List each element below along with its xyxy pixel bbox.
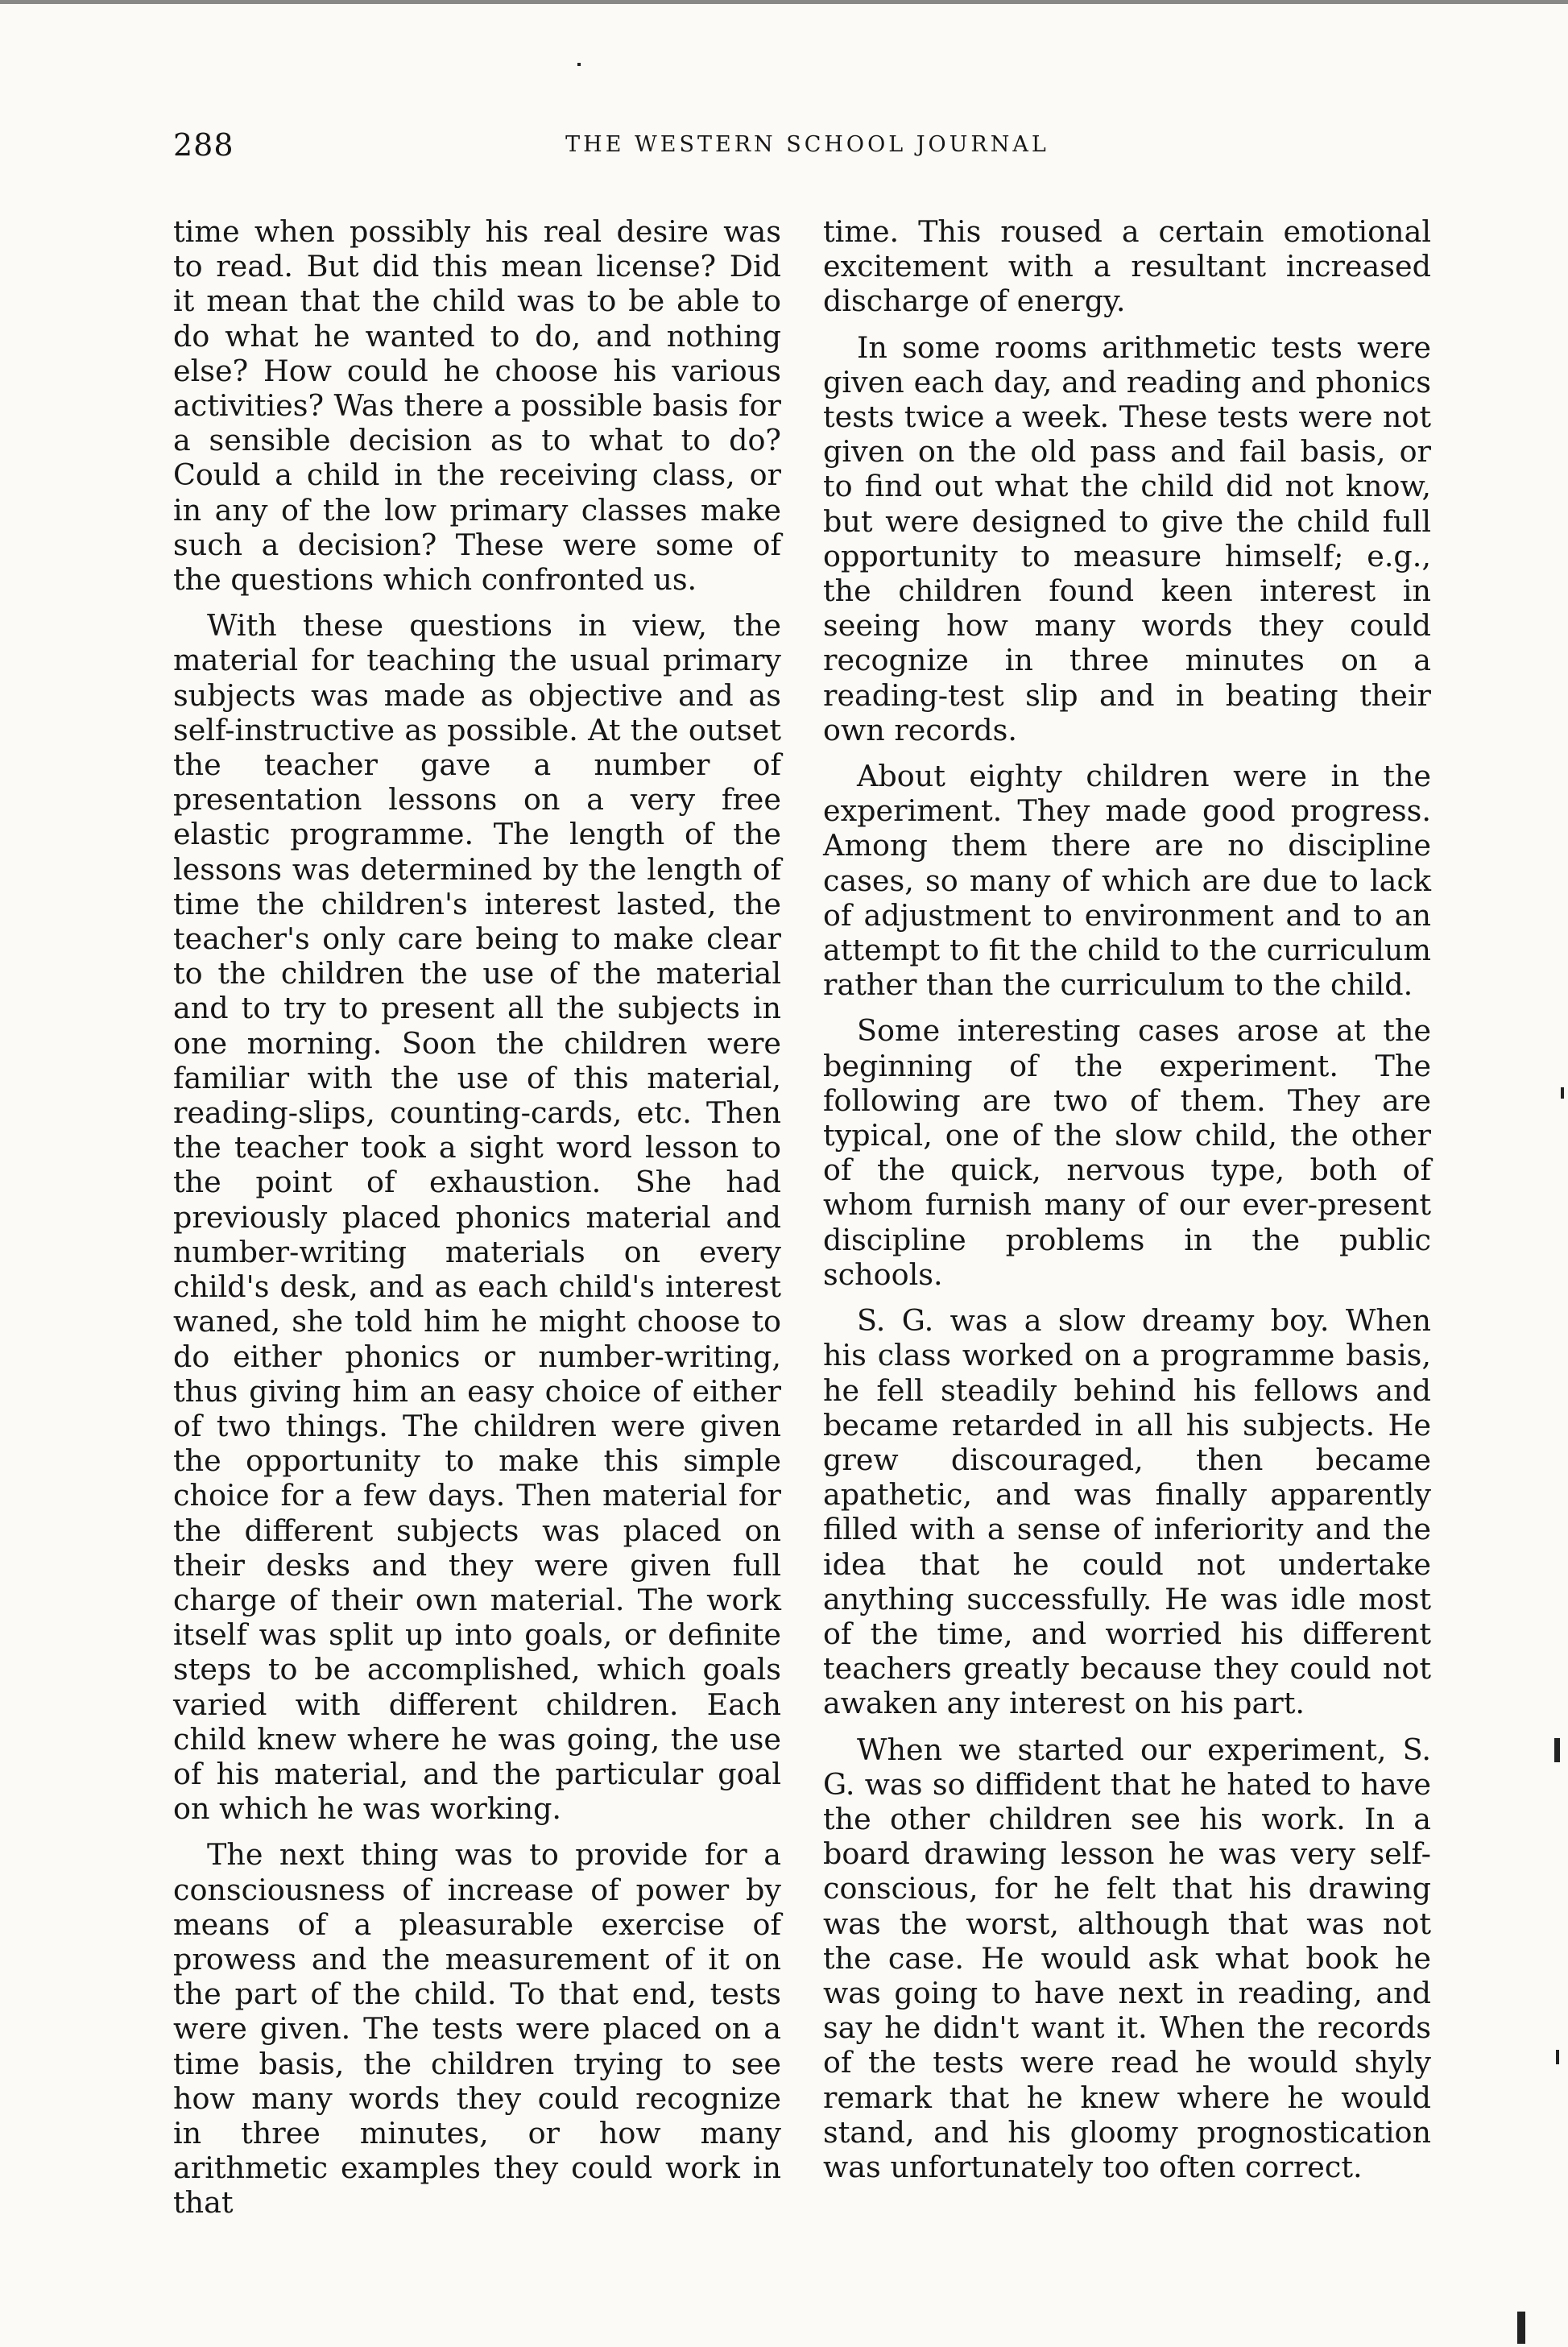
paragraph: In some rooms arithmetic tests were given each day, and reading and phonics tests twice a week. These tests were not given on the old pass and fail basis, or to find out what the child did not know, but were designed to give the child full opportunity to measure himself; e.g., the children found keen interest in seeing how many words they could recognize in three minutes on a reading-test slip and in beating their own records. — [823, 329, 1431, 747]
paragraph: time when possibly his real desire was to read. But did this mean license? Did it mean that the child was to be able to do what he wanted to do, and nothing else? How could he choose his various activities? Was there a possible basis for a sensible decision as to what to do? Could a child in the receiving class, or in any of the low primary classes make such a decision? These were some of the questions which confronted us. — [173, 214, 781, 598]
scan-speck — [1554, 1738, 1560, 1762]
right-column — [823, 214, 1431, 2196]
page-header — [173, 127, 1442, 168]
paragraph: With these questions in view, the material for teaching the usual primary subjects was made as objective and as self-instructive as possible. At the outset the teacher gave a number of presentation lessons on a very free elastic programme. The length of the lessons was determined by the length of time the children's interest lasted, the teacher's only care being to make clear to the children the use of the material and to try to present all the subjects in one morning. Soon the children were familiar with the use of this material, reading-slips, counting-cards, etc. Then the teacher took a sight word lesson to the point of exhaustion. She had previously placed phonics material and number-writing materials on every child's desk, and as each child's interest waned, she told him he might choose to do either phonics or number-writing, thus giving him an easy choice of either of two things. The children were given the opportunity to make this simple choice for a few days. Then material for the different subjects was placed on their desks and they were given full charge of their own material. The work itself was split up into goals, or definite steps to be accomplished, which goals varied with different children. Each child knew where he was going, the use of his material, and the particular goal on which he was working. — [173, 608, 781, 1827]
top-scan-edge — [0, 0, 1568, 4]
paragraph: About eighty children were in the experiment. They made good progress. Among them there are no discipline cases, so many of which are due to lack of adjustment to environment and to an attempt to fit the child to the curriculum rather than the curriculum to the child. — [823, 759, 1431, 1003]
scan-speck — [1517, 2312, 1525, 2344]
paragraph: S. G. was a slow dreamy boy. When his class worked on a programme basis, he fell steadily behind his fellows and became retarded in all his subjects. He grew discouraged, then became apathetic, and was finally apparently filled with a sense of inferiority and the idea that he could not undertake anything successfully. He was idle most of the time, and worried his different teachers greatly because they could not awaken any interest on his part. — [823, 1303, 1431, 1721]
journal-title: THE WESTERN SCHOOL JOURNAL — [565, 132, 1049, 157]
scan-speck — [1561, 1087, 1564, 1099]
left-column — [173, 214, 781, 2232]
paragraph: When we started our experiment, S. G. was so diffident that he hated to have the other children see his work. In a board drawing lesson he was very self-conscious, for he felt that his drawing was the worst, although that was not the case. He would ask what book he was going to have next in reading, and say he didn't want it. When the records of the tests were read he would shyly remark that he knew where he would stand, and his gloomy prognostication was unfortunately too often correct. — [823, 1732, 1431, 2184]
paragraph: Some interesting cases arose at the beginning of the experiment. The following are two of them. They are typical, one of the slow child, the other of the quick, nervous type, both of whom furnish many of our ever-present discipline problems in the public schools. — [823, 1013, 1431, 1292]
page-number: 288 — [173, 127, 234, 163]
scan-speck — [1556, 2050, 1559, 2064]
paragraph: time. This roused a certain emotional excitement with a resultant increased discharge of energy. — [823, 214, 1431, 319]
paragraph: The next thing was to provide for a consciousness of increase of power by means of a pleasurable exercise of prowess and the measurement of it on the part of the child. To that end, tests were given. The tests were placed on a time basis, the children trying to see how many words they could recognize in three minutes, or how many arithmetic examples they could work in that — [173, 1837, 781, 2221]
scan-speck — [577, 63, 581, 66]
